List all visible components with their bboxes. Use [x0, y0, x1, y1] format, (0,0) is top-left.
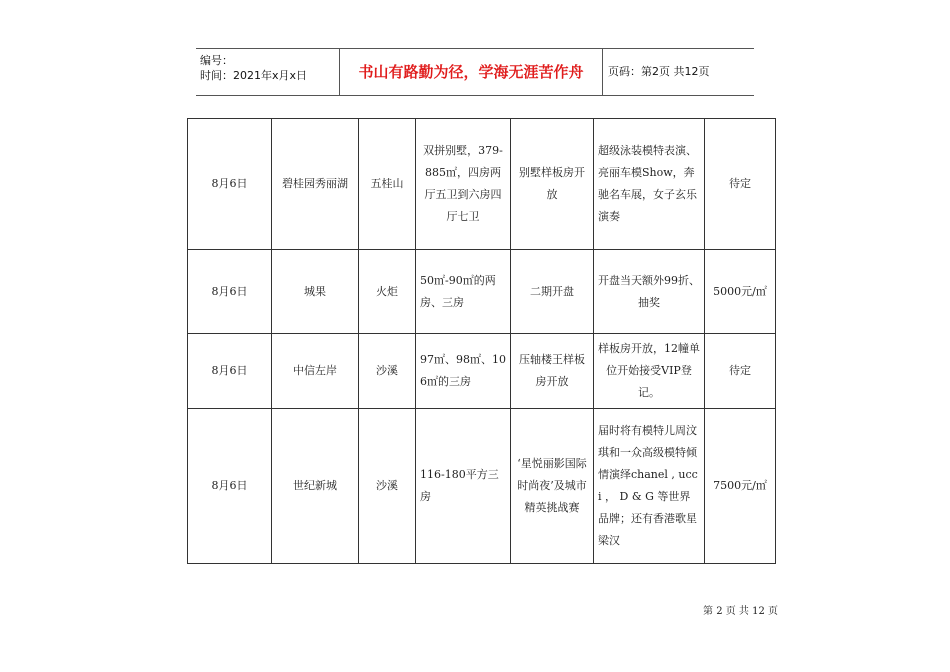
cell-unit: 双拼别墅，379-885㎡，四房两厅五卫到六房四厅七卫: [416, 119, 511, 250]
cell-date: 8月6日: [188, 334, 272, 409]
table-row: [188, 334, 776, 409]
events-table: [187, 118, 776, 564]
cell-price: 7500元/㎡: [705, 409, 776, 564]
time-label: 时间：2021年x月x日: [200, 69, 308, 82]
header-page-code: 页码：第2页 共12页: [608, 65, 710, 78]
cell-area: 火炬: [359, 250, 416, 334]
page-header: [196, 48, 754, 96]
cell-date: 8月6日: [188, 119, 272, 250]
cell-stage: 别墅样板房开放: [511, 119, 594, 250]
header-motto: 书山有路勤为径，学海无涯苦作舟: [358, 63, 584, 81]
cell-project: 碧桂园秀丽湖: [272, 119, 359, 250]
cell-price: 待定: [705, 334, 776, 409]
cell-date: 8月6日: [188, 409, 272, 564]
header-meta: [200, 53, 340, 83]
table-row: [188, 119, 776, 250]
serial-label: 编号：: [200, 54, 233, 67]
cell-area: 五桂山: [359, 119, 416, 250]
cell-price: 待定: [705, 119, 776, 250]
cell-project: 城果: [272, 250, 359, 334]
cell-activity: 超级泳装模特表演、亮丽车模Show，奔驰名车展，女子玄乐演奏: [594, 119, 705, 250]
cell-unit: 50㎡-90㎡的两房、三房: [416, 250, 511, 334]
cell-price: 5000元/㎡: [705, 250, 776, 334]
cell-stage: ‘星悦丽影国际时尚夜’及城市精英挑战赛: [511, 409, 594, 564]
table-row: [188, 250, 776, 334]
cell-unit: 97㎡、98㎡、106㎡的三房: [416, 334, 511, 409]
cell-area: 沙溪: [359, 334, 416, 409]
cell-stage: 压轴楼王样板房开放: [511, 334, 594, 409]
cell-activity: 开盘当天额外99折、抽奖: [594, 250, 705, 334]
page-footer: 第 2 页 共 12 页: [703, 606, 778, 617]
cell-project: 世纪新城: [272, 409, 359, 564]
cell-unit: 116-180平方三房: [416, 409, 511, 564]
cell-date: 8月6日: [188, 250, 272, 334]
table-row: [188, 409, 776, 564]
cell-stage: 二期开盘: [511, 250, 594, 334]
cell-area: 沙溪: [359, 409, 416, 564]
cell-project: 中信左岸: [272, 334, 359, 409]
header-divider: [602, 49, 603, 95]
cell-activity: 届时将有模特儿周汶琪和一众高级模特倾情演绎chanel , ucci ， D & G 等世界品牌；还有香港歌星梁汉: [594, 409, 705, 564]
cell-activity: 样板房开放，12幢单位开始接受VIP登记。: [594, 334, 705, 409]
